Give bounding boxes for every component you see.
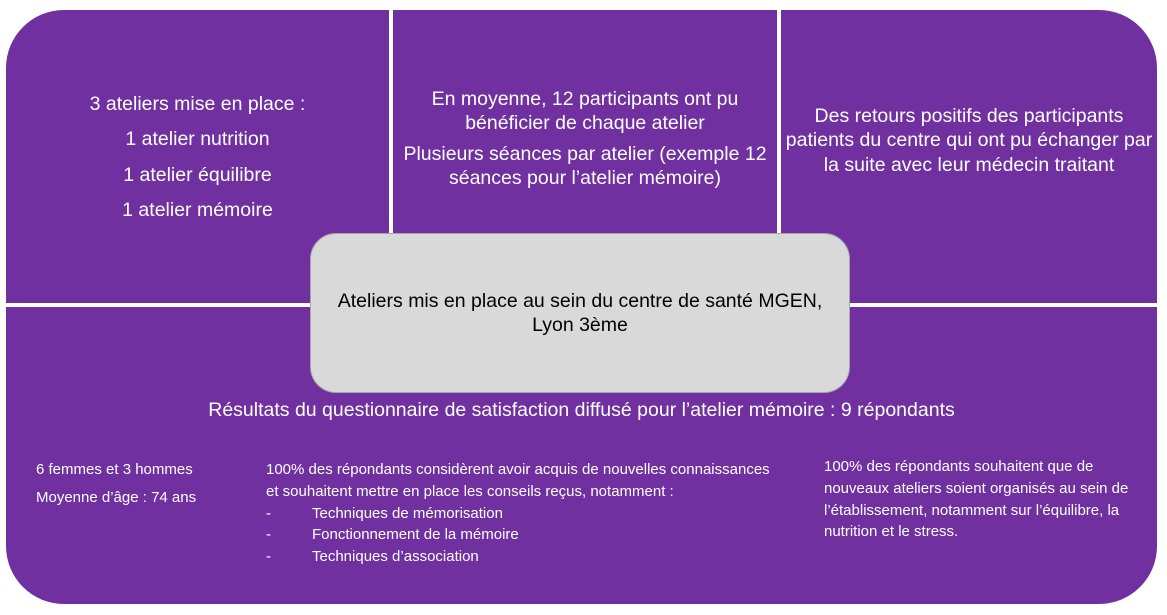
workshops-count: 3 ateliers mise en place : [89, 93, 306, 115]
participants-average: En moyenne, 12 participants ont pu bénéficier de chaque atelier [431, 88, 739, 135]
list-item [266, 524, 786, 546]
workshop-memory: 1 atelier mémoire [122, 199, 273, 222]
list-item [266, 503, 786, 525]
list-item-label: Fonctionnement de la mémoire [312, 526, 519, 544]
bullet-dash: - [266, 548, 271, 565]
center-title-box [310, 233, 850, 393]
workshop-nutrition: 1 atelier nutrition [125, 128, 270, 151]
gender-split: 6 femmes et 3 hommes [36, 461, 193, 478]
sessions-per-workshop: Plusieurs séances par atelier (exemple 12 séances pour l’atelier mémoire) [403, 142, 767, 190]
average-age: Moyenne d’âge : 74 ans [36, 488, 197, 506]
knowledge-intro: 100% des répondants considèrent avoir acquis de nouvelles connaissances et souhaitent mettre en place les conseils reçus, notamment : [266, 461, 770, 500]
list-item-label: Techniques d’association [312, 548, 479, 565]
knowledge-results [266, 459, 786, 568]
participation-summary [393, 87, 777, 197]
list-item-label: Techniques de mémorisation [312, 504, 503, 522]
center-title: Ateliers mis en place au sein du centre de santé MGEN, Lyon 3ème [337, 289, 823, 336]
bullet-dash: - [266, 504, 271, 522]
demographics [36, 459, 256, 515]
results-heading: Résultats du questionnaire de satisfaction diffusé pour l’atelier mémoire : 9 répondants [208, 399, 955, 421]
bullet-dash: - [266, 526, 271, 544]
list-item [266, 546, 786, 568]
workshops-summary [6, 92, 389, 234]
workshop-balance: 1 atelier équilibre [123, 163, 272, 186]
knowledge-list [266, 503, 786, 568]
future-wishes: 100% des répondants souhaitent que de nouveaux ateliers soient organisés au sein de l’établissement, notamment sur l’équilibre, la nutrition et le stress. [824, 458, 1129, 541]
positive-feedback: Des retours positifs des participants patients du centre qui ont pu échanger par la suite avec leur médecin traitant [785, 105, 1153, 176]
